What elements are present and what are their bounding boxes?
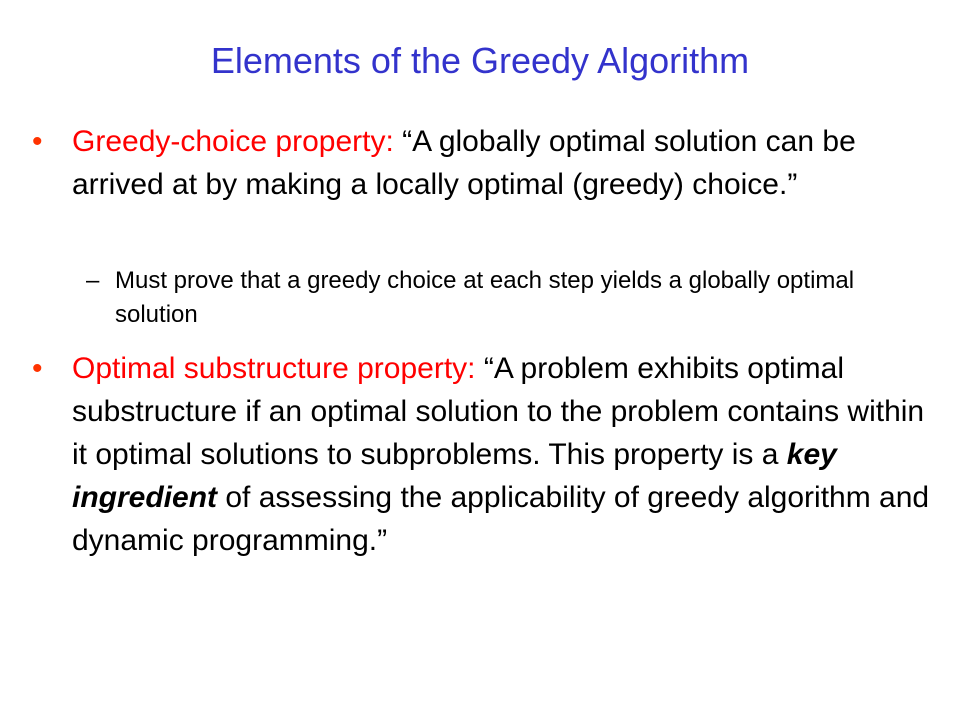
optimal-substructure-definition-end: of assessing the applicability of greedy algorithm and dynamic programming.”: [72, 481, 930, 557]
bullet-optimal-substructure: [32, 347, 934, 562]
sub-bullet-marker: –: [86, 267, 100, 294]
sub-bullet-proof-note: [86, 264, 895, 332]
bullet-marker: •: [32, 125, 43, 158]
greedy-choice-term: Greedy-choice property:: [72, 125, 394, 158]
bullet-marker: •: [32, 352, 43, 385]
greedy-choice-definition: “A globally optimal solution can be arrived at by making a locally optimal (greedy) choice.”: [72, 125, 856, 201]
optimal-substructure-term: Optimal substructure property:: [72, 352, 476, 385]
optimal-substructure-definition-start: “A problem exhibits optimal substructure if an optimal solution to the problem contains within it optimal solutions to subproblems. This property is a: [72, 352, 925, 471]
key-ingredient-emphasis: key ingredient: [72, 438, 837, 514]
bullet-greedy-choice: [32, 120, 934, 206]
proof-note-text: Must prove that a greedy choice at each step yields a globally optimal solution: [115, 267, 855, 328]
slide-title: Elements of the Greedy Algorithm: [210, 40, 750, 81]
